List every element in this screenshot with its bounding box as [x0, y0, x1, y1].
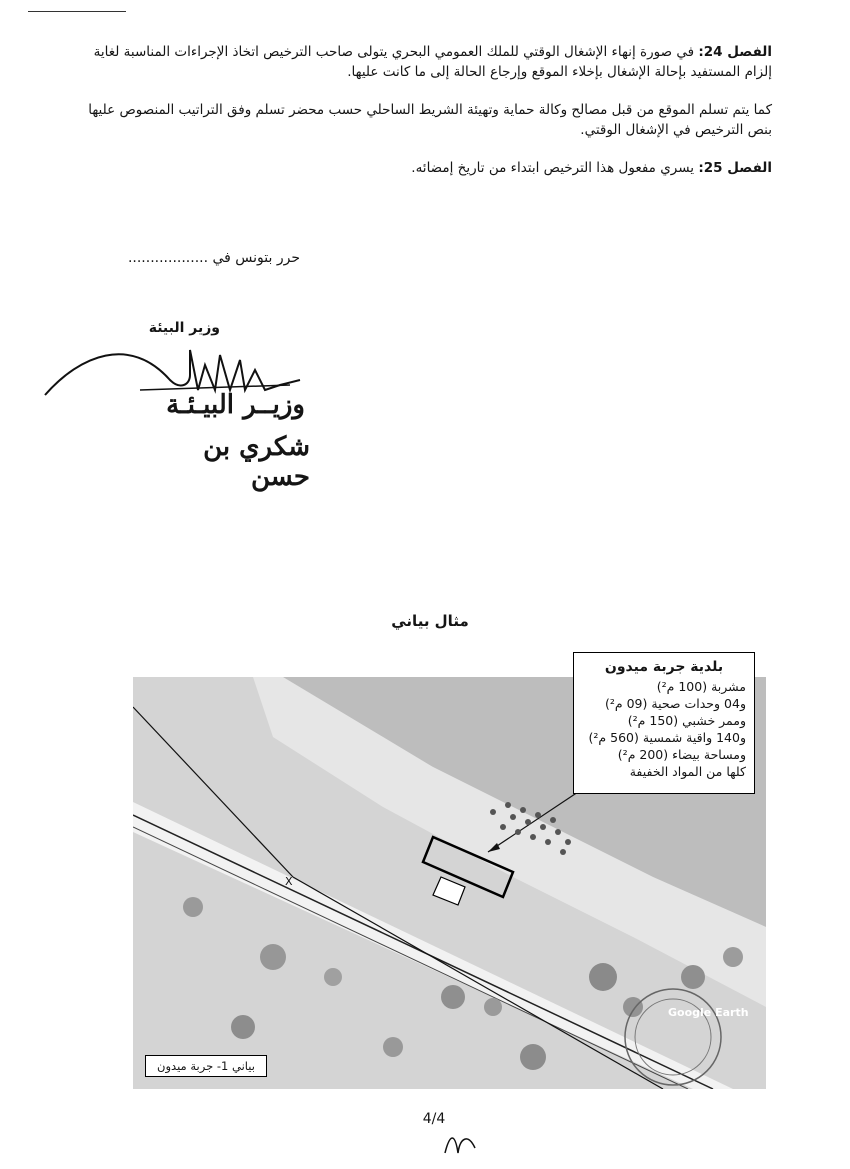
minister-title: وزير البيئة: [148, 320, 220, 336]
stamp-name: شكري بن حسن: [203, 432, 310, 492]
written-at: حرر بتونس في ..................: [127, 250, 300, 266]
article-25-text: يسري مفعول هذا الترخيص ابتداء من تاريخ إمضائه.: [411, 160, 695, 176]
info-box-title: بلدية جربة ميدون: [604, 659, 724, 675]
info-box: [573, 652, 755, 794]
article-24: [52, 42, 772, 82]
article-24-label: الفصل 24:: [698, 44, 772, 60]
info-line: ومساحة بيضاء (200 م²): [617, 747, 746, 762]
svg-text:X: X: [285, 875, 293, 888]
article-24-line2: إلزام المستفيد بإحالة الإشغال بإخلاء الموقع وإرجاع الحالة إلى ما كانت عليها.: [347, 64, 772, 80]
article-25: [52, 158, 772, 178]
info-line: وممر خشبي (150 م²): [627, 713, 746, 728]
info-line: و04 وحدات صحية (09 م²): [604, 696, 746, 711]
article-25-label: الفصل 25:: [698, 160, 772, 176]
map-caption: مثال بياني: [391, 612, 469, 630]
stamp-title: وزيــر البيـئـة: [166, 390, 305, 420]
article-24-line3: كما يتم تسلم الموقع من قبل مصالح وكالة حماية وتهيئة الشريط الساحلي حسب محضر تسلم وفق التراتيب المنصوص عليها: [88, 102, 772, 118]
info-line: كلها من المواد الخفيفة: [629, 764, 746, 779]
info-line: مشربة (100 م²): [656, 679, 746, 694]
top-rule: [28, 11, 126, 12]
page-number: 4/4: [422, 1111, 446, 1127]
info-line: و140 واقية شمسية (560 م²): [588, 730, 746, 745]
map-legend: بياني 1- جربة ميدون: [145, 1055, 267, 1077]
map-watermark: Google Earth: [668, 1006, 749, 1019]
article-24-line1: في صورة إنهاء الإشغال الوقتي للملك العمومي البحري يتولى صاحب الترخيص اتخاذ الإجراءات المناسبة لغاية: [93, 44, 695, 60]
initial-mark: [440, 1128, 480, 1158]
article-24-continuation: [52, 100, 772, 140]
article-24-line4: بنص الترخيص في الإشغال الوقتي.: [580, 122, 772, 138]
